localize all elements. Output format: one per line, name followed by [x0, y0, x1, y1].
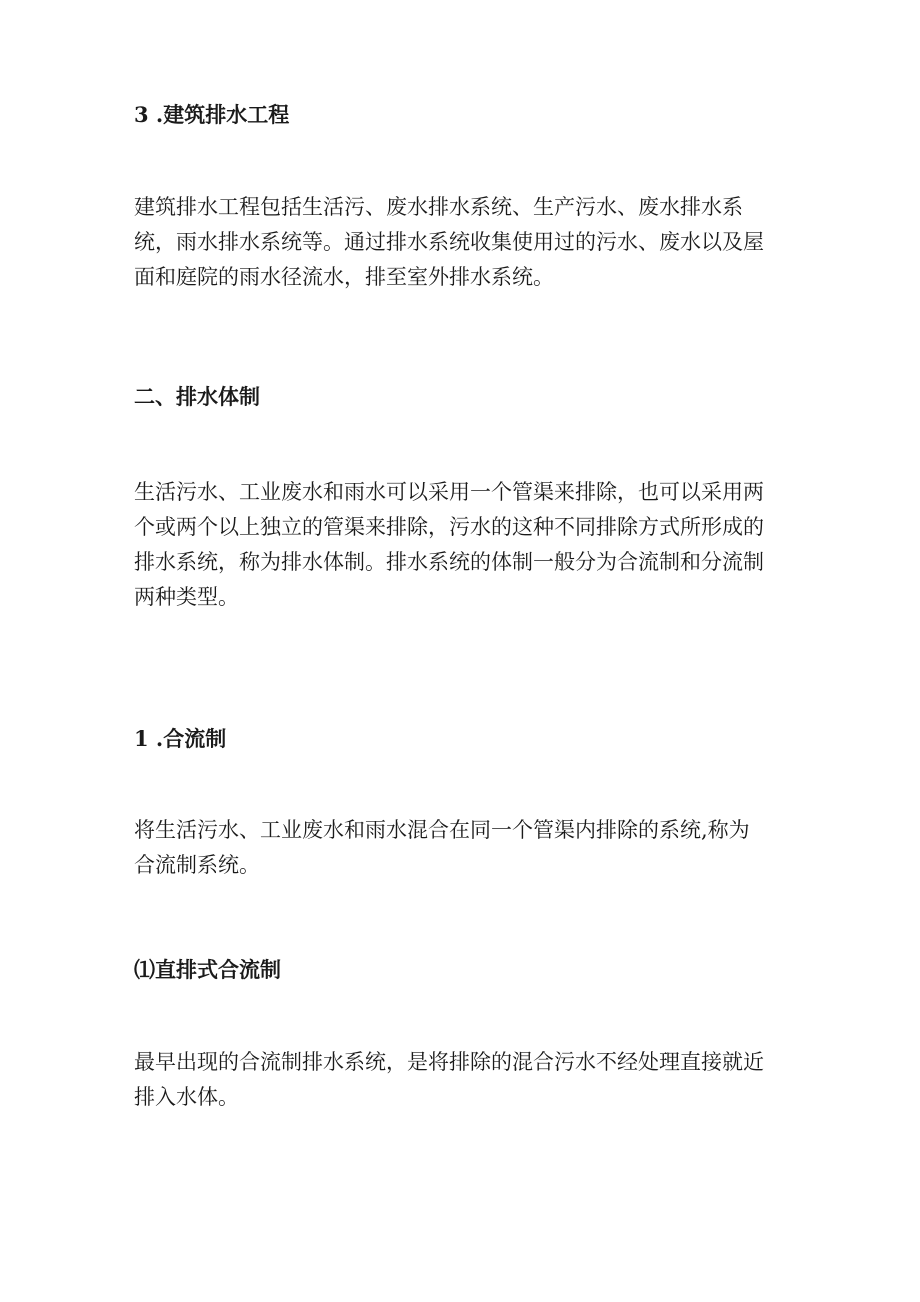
paragraph-combined-system — [134, 813, 794, 883]
paragraph-drainage-system — [134, 475, 794, 615]
text-line: 将生活污水、工业废水和雨水混合在同一个管渠内排除的系统,称为 — [134, 818, 750, 842]
text-line: 合流制系统。 — [134, 853, 260, 877]
text-line: 建筑排水工程包括生活污、废水排水系统、生产污水、废水排水系 — [134, 195, 743, 219]
text-line: 排入水体。 — [134, 1085, 239, 1109]
text-line: 两种类型。 — [134, 585, 239, 609]
text-line: 生活污水、工业废水和雨水可以采用一个管渠来排除，也可以采用两 — [134, 480, 764, 504]
heading-building-drainage: 3 .建筑排水工程 — [134, 102, 290, 127]
text-line: 排水系统，称为排水体制。排水系统的体制一般分为合流制和分流制 — [134, 550, 764, 574]
text-line: 个或两个以上独立的管渠来排除，污水的这种不同排除方式所形成的 — [134, 515, 764, 539]
paragraph-direct-combined-system — [134, 1045, 794, 1115]
heading-combined-system: 1 .合流制 — [134, 726, 227, 751]
paragraph-building-drainage — [134, 190, 794, 295]
text-line: 面和庭院的雨水径流水，排至室外排水系统。 — [134, 265, 554, 289]
heading-drainage-system: 二、排水体制 — [134, 384, 260, 409]
text-line: 统，雨水排水系统等。通过排水系统收集使用过的污水、废水以及屋 — [134, 230, 764, 254]
text-line: 最早出现的合流制排水系统，是将排除的混合污水不经处理直接就近 — [134, 1050, 764, 1074]
heading-direct-combined-system: ⑴直排式合流制 — [134, 957, 281, 982]
